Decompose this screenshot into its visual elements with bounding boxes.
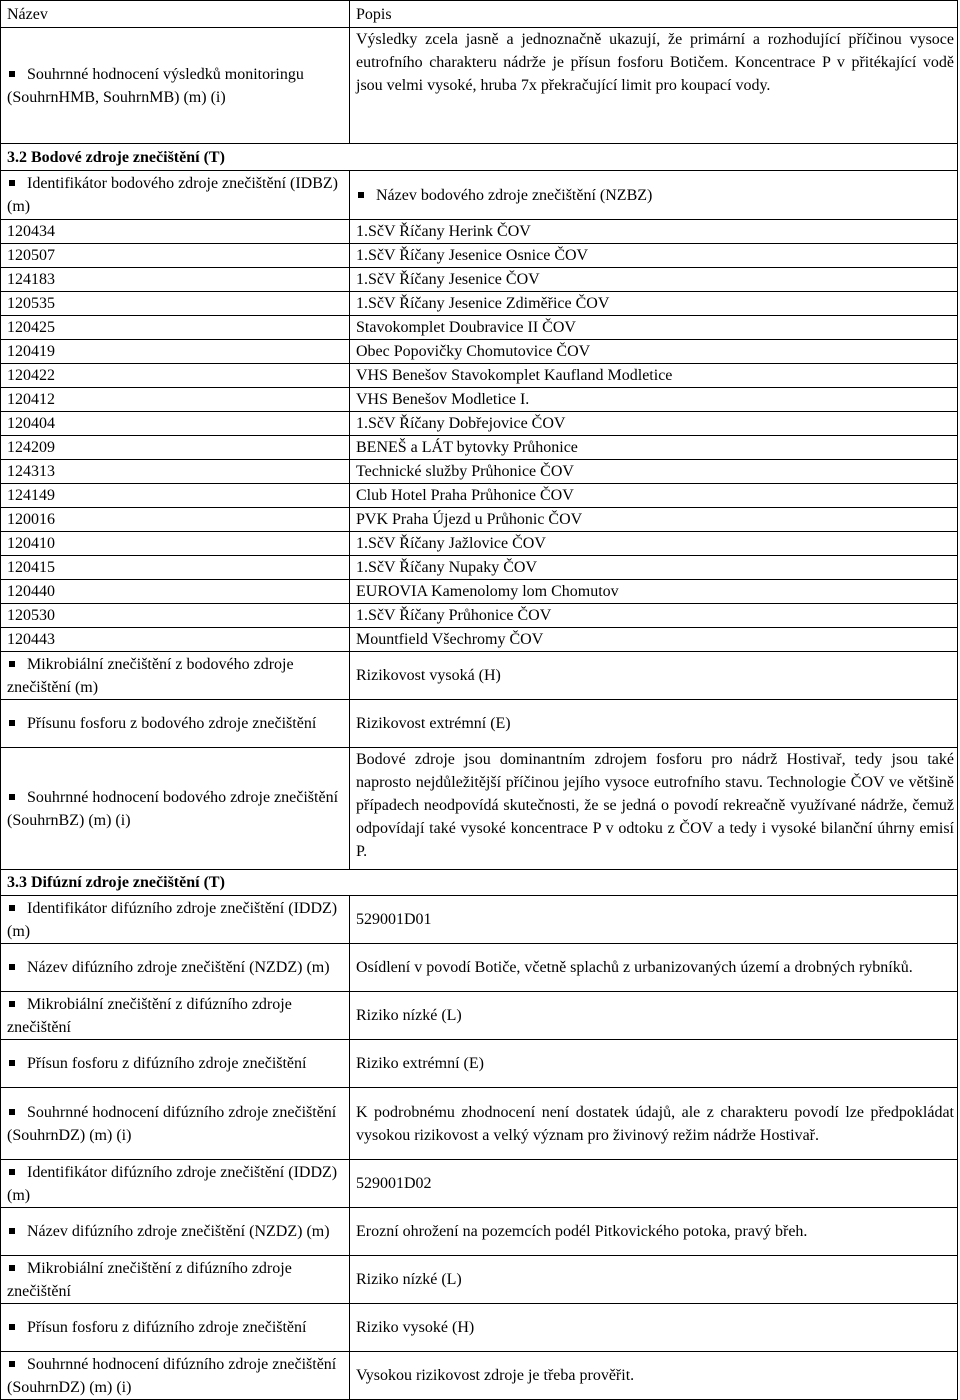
bullet-icon [9, 1324, 15, 1330]
name-text: Přísunu fosforu z bodového zdroje znečištění [27, 715, 317, 732]
description-text: EUROVIA Kamenolomy lom Chomutov [356, 583, 619, 600]
description-cell [350, 556, 958, 580]
description-text: Riziko nízké (L) [356, 1271, 462, 1288]
description-cell [350, 652, 958, 700]
name-text: Mikrobiální znečištění z bodového zdroje znečištění (m) [7, 655, 294, 696]
name-cell [1, 1208, 350, 1256]
bullet-icon [9, 720, 15, 726]
name-cell [1, 244, 350, 268]
description-cell [350, 700, 958, 748]
name-cell [1, 532, 350, 556]
bullet-icon [9, 1228, 15, 1234]
name-text: 120443 [7, 631, 55, 648]
name-cell [1, 292, 350, 316]
table-row [1, 700, 958, 748]
name-text: 124183 [7, 271, 55, 288]
description-text: 1.SčV Říčany Jesenice Osnice ČOV [356, 247, 589, 264]
description-cell [350, 460, 958, 484]
description-text: 1.SčV Říčany Herink ČOV [356, 223, 531, 240]
description-cell [350, 508, 958, 532]
bullet-icon [9, 1265, 15, 1271]
header-name-cell: Název [1, 1, 350, 28]
description-text: Erozní ohrožení na pozemcích podél Pitkovického potoka, pravý břeh. [356, 1223, 808, 1240]
name-cell [1, 388, 350, 412]
description-cell [350, 628, 958, 652]
description-text: 1.SčV Říčany Dobřejovice ČOV [356, 415, 566, 432]
description-text: 529001D01 [356, 911, 432, 928]
table-row [1, 652, 958, 700]
description-text: Vysokou rizikovost zdroje je třeba prověřit. [356, 1367, 635, 1384]
bullet-icon [9, 661, 15, 667]
description-text: Název bodového zdroje znečištění (NZBZ) [376, 186, 653, 204]
section-heading-text: 3.2 Bodové zdroje znečištění (T) [7, 148, 225, 166]
name-text: Přísun fosforu z difúzního zdroje znečištění [27, 1055, 307, 1072]
description-cell [350, 992, 958, 1040]
table-row [1, 436, 958, 460]
name-text: Souhrnné hodnocení bodového zdroje znečištění (SouhrnBZ) (m) (i) [7, 788, 339, 829]
bullet-icon [9, 1001, 15, 1007]
table-row [1, 316, 958, 340]
description-text: Rizikovost vysoká (H) [356, 667, 501, 684]
description-cell [350, 484, 958, 508]
description-text: Osídlení v povodí Botiče, včetně splachů z urbanizovaných území a drobných rybníků. [356, 959, 913, 976]
name-cell [1, 580, 350, 604]
description-text: 1.SčV Říčany Nupaky ČOV [356, 559, 538, 576]
description-cell [350, 1040, 958, 1088]
description-text: K podrobnému zhodnocení není dostatek údajů, ale z charakteru povodí lze předpokládat vysokou rizikovost a velký význam pro živinový režim nádrže Hostivař. [356, 1103, 954, 1144]
table-row [1, 460, 958, 484]
name-text: Identifikátor difúzního zdroje znečištění (IDDZ) (m) [7, 1163, 338, 1204]
bullet-icon [9, 1060, 15, 1066]
name-text: Název difúzního zdroje znečištění (NZDZ) (m) [27, 1223, 330, 1240]
name-text: Přísun fosforu z difúzního zdroje znečištění [27, 1319, 307, 1336]
section-heading [1, 870, 958, 896]
name-cell [1, 604, 350, 628]
bullet-icon [9, 71, 15, 77]
table-row [1, 220, 958, 244]
description-cell [350, 748, 958, 870]
table-row [1, 1352, 958, 1400]
name-text: 120412 [7, 391, 55, 408]
bullet-icon [9, 794, 15, 800]
name-text: 120434 [7, 223, 55, 240]
name-text: Název difúzního zdroje znečištění (NZDZ) (m) [27, 959, 330, 976]
name-cell [1, 992, 350, 1040]
name-cell [1, 436, 350, 460]
description-cell [350, 532, 958, 556]
name-text: 124313 [7, 463, 55, 480]
table-row [1, 268, 958, 292]
name-cell [1, 1088, 350, 1160]
name-cell [1, 628, 350, 652]
table-row [1, 944, 958, 992]
name-text: 120530 [7, 607, 55, 624]
name-cell [1, 1160, 350, 1208]
description-cell [350, 1088, 958, 1160]
description-cell [350, 316, 958, 340]
section-heading-row [1, 144, 958, 171]
description-cell [350, 268, 958, 292]
table-row [1, 484, 958, 508]
bullet-icon [9, 1361, 15, 1367]
bullet-icon [9, 1109, 15, 1115]
description-cell [350, 1208, 958, 1256]
name-cell [1, 460, 350, 484]
name-text: 120404 [7, 415, 55, 432]
description-cell [350, 364, 958, 388]
description-cell [350, 436, 958, 460]
header-row [1, 1, 958, 28]
bullet-icon [9, 1169, 15, 1175]
section-heading-text: 3.3 Difúzní zdroje znečištění (T) [7, 874, 225, 891]
name-cell [1, 364, 350, 388]
name-cell [1, 1040, 350, 1088]
name-cell [1, 220, 350, 244]
description-text: Riziko extrémní (E) [356, 1055, 484, 1072]
header-desc-cell: Popis [350, 1, 958, 28]
bullet-icon [9, 180, 15, 186]
table-row [1, 244, 958, 268]
table-row [1, 28, 958, 144]
description-cell [350, 604, 958, 628]
description-cell [350, 220, 958, 244]
description-text: Rizikovost extrémní (E) [356, 715, 511, 732]
name-cell [1, 484, 350, 508]
name-cell [1, 652, 350, 700]
name-text: Mikrobiální znečištění z difúzního zdroje znečištění [7, 1259, 292, 1300]
bullet-icon [9, 905, 15, 911]
name-text: Identifikátor bodového zdroje znečištění (IDBZ) (m) [7, 175, 338, 215]
name-cell [1, 1256, 350, 1304]
name-cell [1, 748, 350, 870]
name-text: 124209 [7, 439, 55, 456]
bullet-icon [358, 192, 364, 198]
table-row [1, 388, 958, 412]
name-cell [1, 412, 350, 436]
name-cell [1, 508, 350, 532]
name-cell [1, 268, 350, 292]
table-row [1, 171, 958, 220]
name-cell [1, 700, 350, 748]
name-text: 120410 [7, 535, 55, 552]
table-row [1, 340, 958, 364]
name-text: Souhrnné hodnocení difúzního zdroje znečištění (SouhrnDZ) (m) (i) [7, 1355, 337, 1396]
name-cell [1, 28, 350, 144]
section-heading-row [1, 870, 958, 896]
description-text: 1.SčV Říčany Průhonice ČOV [356, 607, 552, 624]
table-row [1, 896, 958, 944]
table-row [1, 1088, 958, 1160]
description-cell [350, 28, 958, 144]
table-row [1, 1256, 958, 1304]
description-text: 1.SčV Říčany Jesenice Zdiměřice ČOV [356, 295, 610, 312]
name-text: 120507 [7, 247, 55, 264]
description-cell [350, 896, 958, 944]
bullet-icon [9, 964, 15, 970]
description-cell [350, 1160, 958, 1208]
name-cell [1, 896, 350, 944]
description-text: Mountfield Všechromy ČOV [356, 631, 544, 648]
description-cell [350, 412, 958, 436]
table-row [1, 412, 958, 436]
table-row [1, 532, 958, 556]
description-cell [350, 388, 958, 412]
description-cell [350, 580, 958, 604]
description-cell [350, 1256, 958, 1304]
name-text: Souhrnné hodnocení výsledků monitoringu (SouhrnHMB, SouhrnMB) (m) (i) [7, 65, 304, 106]
description-text: Riziko vysoké (H) [356, 1319, 475, 1336]
description-text: 1.SčV Říčany Jažlovice ČOV [356, 535, 546, 552]
description-cell [350, 944, 958, 992]
description-text: 529001D02 [356, 1175, 432, 1192]
name-text: 120422 [7, 367, 55, 384]
table-row [1, 364, 958, 388]
table-row [1, 1304, 958, 1352]
table-row [1, 992, 958, 1040]
description-text: VHS Benešov Stavokomplet Kaufland Modletice [356, 367, 673, 384]
description-text: 1.SčV Říčany Jesenice ČOV [356, 271, 540, 288]
name-text: 120535 [7, 295, 55, 312]
name-cell [1, 1304, 350, 1352]
description-cell [350, 244, 958, 268]
name-cell [1, 316, 350, 340]
section-heading [1, 144, 958, 171]
description-text: Technické služby Průhonice ČOV [356, 463, 574, 480]
table-row [1, 1040, 958, 1088]
name-text: Souhrnné hodnocení difúzního zdroje znečištění (SouhrnDZ) (m) (i) [7, 1103, 337, 1144]
name-cell [1, 171, 350, 220]
name-cell [1, 944, 350, 992]
description-text: BENEŠ a LÁT bytovky Průhonice [356, 439, 578, 456]
description-text: Výsledky zcela jasně a jednoznačně ukazují, že primární a rozhodující příčinou vysoce eutrofního charakteru nádrže je přísun fosforu Botičem. Koncentrace P v přitékající vodě jsou velmi vysoké, hruba 7x překračující limit pro koupací vody. [356, 31, 954, 94]
description-cell [350, 292, 958, 316]
description-text: Stavokomplet Doubravice II ČOV [356, 319, 576, 336]
description-text: Bodové zdroje jsou dominantním zdrojem fosforu pro nádrž Hostivař, tedy jsou také naprosto nejdůležitější příčinou jejího vysoce eutrofního stavu. Technologie ČOV ve většině případech neodpovídá skutečnosti, že se jedná o povodí rekreačně využívané nádrže, čemuž odpovídají také vysoké koncentrace P v odtoku z ČOV a tedy i vysoké bilanční úhrny emisí P. [356, 751, 954, 860]
name-text: 120419 [7, 343, 55, 360]
table-row [1, 556, 958, 580]
table-row [1, 1208, 958, 1256]
description-cell [350, 171, 958, 220]
name-text: 120016 [7, 511, 55, 528]
description-cell [350, 1304, 958, 1352]
name-text: 120425 [7, 319, 55, 336]
table-row [1, 508, 958, 532]
name-cell [1, 556, 350, 580]
name-text: Mikrobiální znečištění z difúzního zdroje znečištění [7, 995, 292, 1036]
description-cell [350, 340, 958, 364]
description-text: VHS Benešov Modletice I. [356, 391, 530, 408]
description-text: PVK Praha Újezd u Průhonic ČOV [356, 511, 583, 528]
name-text: 120440 [7, 583, 55, 600]
table-row [1, 292, 958, 316]
table-row [1, 580, 958, 604]
description-text: Riziko nízké (L) [356, 1007, 462, 1024]
name-cell [1, 340, 350, 364]
name-cell [1, 1352, 350, 1400]
table-row [1, 604, 958, 628]
description-text: Club Hotel Praha Průhonice ČOV [356, 487, 574, 504]
name-text: 124149 [7, 487, 55, 504]
table-row [1, 748, 958, 870]
document-table-body [1, 1, 958, 1400]
description-cell [350, 1352, 958, 1400]
name-text: 120415 [7, 559, 55, 576]
table-row [1, 1160, 958, 1208]
name-text: Identifikátor difúzního zdroje znečištění (IDDZ) (m) [7, 899, 338, 940]
description-text: Obec Popovičky Chomutovice ČOV [356, 343, 591, 360]
table-row [1, 628, 958, 652]
